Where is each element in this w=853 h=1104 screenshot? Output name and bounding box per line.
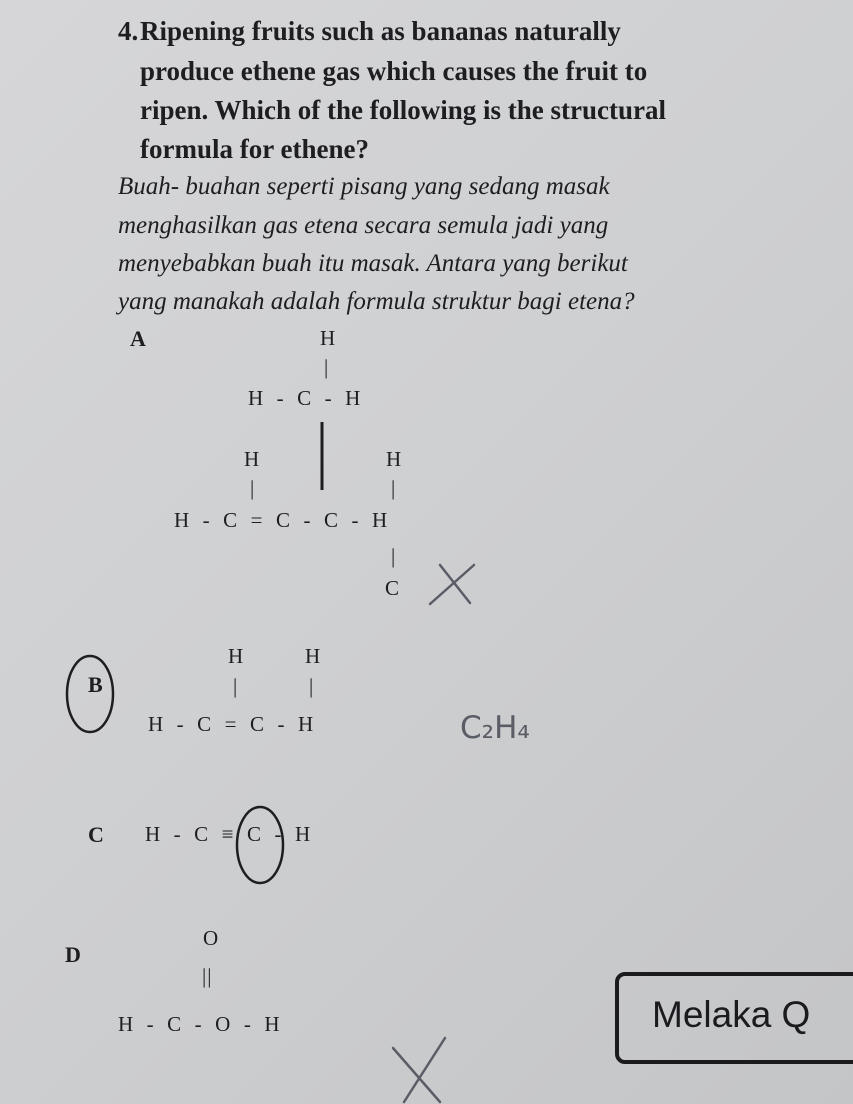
option-a-right-h: H [386,447,403,471]
malay-line-1: Buah- buahan seperti pisang yang sedang masak [118,173,610,200]
question-line-4: formula for ethene? [140,134,369,164]
option-b-label: B [88,672,103,697]
option-b-left-h: H [228,644,245,668]
option-b-right-h: H [305,644,322,668]
malay-line-4: yang manakah adalah formula struktur bagi etena? [118,288,635,315]
option-b-bond-1: | [233,674,239,698]
option-a-top-h: H [320,326,337,350]
option-d-label: D [65,942,81,967]
malay-line-3: menyebabkan buah itu masak. Antara yang berikut [118,250,628,277]
option-a-row-2: H - C = C - C - H [174,508,389,532]
option-a-bond-4: | [391,544,397,568]
stamp-text: Melaka Q [652,994,811,1035]
option-a-bottom-c: C [385,576,401,600]
question-line-3: ripen. Which of the following is the structural [140,95,666,125]
option-a-bond-1: | [324,355,330,379]
option-a-left-h: H [244,447,261,471]
handwritten-formula: C₂H₄ [460,710,530,746]
cross-mark-a [430,565,474,604]
option-a-label: A [130,326,146,351]
option-d-row: H - C - O - H [118,1012,281,1036]
malay-line-2: menghasilkan gas etena secara semula jadi yang [118,212,609,239]
question-line-1: Ripening fruits such as bananas naturally [140,16,621,46]
question-line-2: produce ethene gas which causes the fruit to [140,56,648,86]
option-c-label: C [88,822,104,847]
option-c-formula: H - C ≡ C - H [145,822,312,846]
option-a-bond-3: | [391,476,397,500]
melaka-stamp [615,972,853,1064]
option-b-row: H - C = C - H [148,712,315,736]
option-b-bond-2: | [309,674,315,698]
option-a-bond-2: | [250,476,256,500]
answer-circle-b [67,656,113,732]
question-number: 4. [118,16,139,46]
cross-mark-d [393,1038,445,1102]
option-a-row-1: H - C - H [248,386,362,410]
option-d-double-bond: || [202,964,213,988]
bond-circle-c [237,807,283,883]
option-d-top-o: O [203,926,220,950]
